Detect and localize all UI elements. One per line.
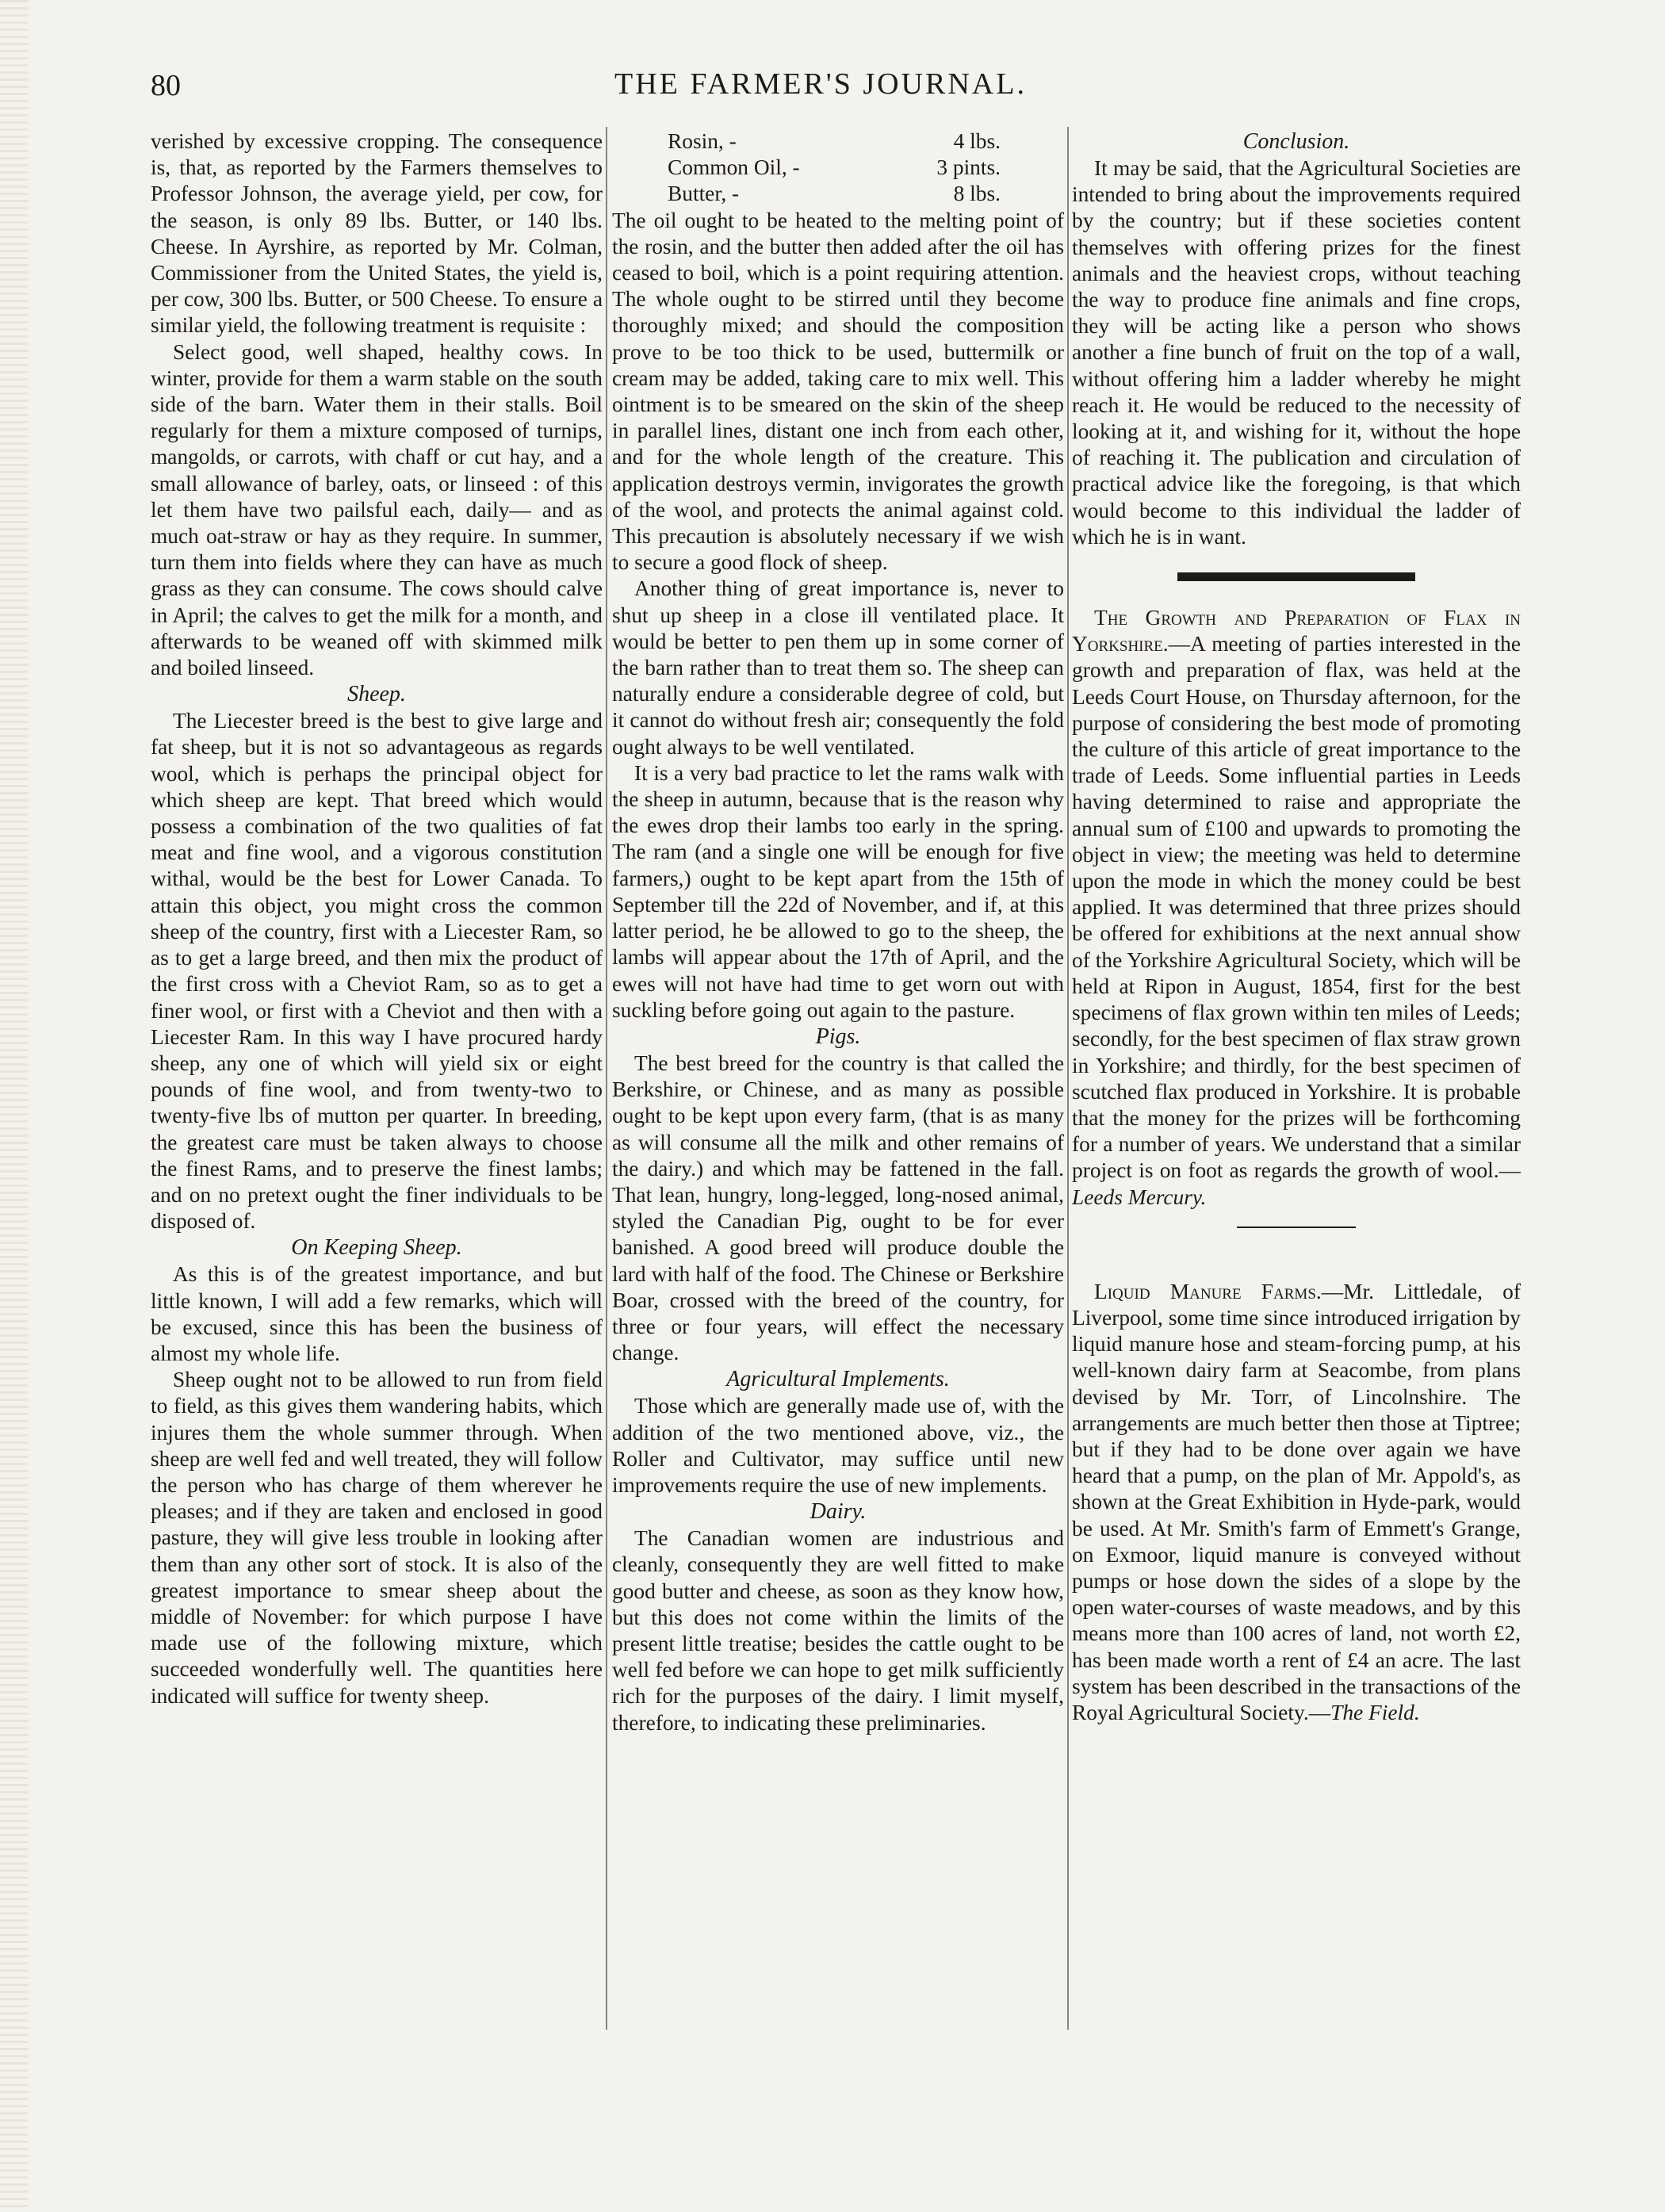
paragraph: It is a very bad practice to let the rams walk with the sheep in autumn, because that is the reason why the ewes drop their lambs too early in the spring. The ram (and a single one will be enough for five farmers,) ought to be kept apart from the 15th of September till the 22d of November, and if, at this latter period, he be allowed to go to the sheep, the lambs will appear about the 17th of April, and the ewes will not have had time to get worn out with suckling before going out again to the pasture. bbox=[612, 760, 1064, 1022]
paragraph: Sheep ought not to be allowed to run from field to field, as this gives them wandering habits, which injures them the whole summer through. When sheep are well fed and well treated, they will follow the person who has charge of them wherever he pleases; and if they are taken and enclosed in good pasture, they will give less trouble in looking after them than any other sort of stock. It is also of the greatest importance to smear sheep about the middle of November: for which purpose I have made use of the following mixture, which succeeded wonderfully well. The quantities here indicated will suffice for twenty sheep. bbox=[151, 1368, 603, 1708]
section-heading-sheep: Sheep. bbox=[347, 682, 406, 707]
section-divider bbox=[1237, 1227, 1356, 1228]
recipe-list bbox=[668, 128, 1064, 208]
paragraph: The oil ought to be heated to the melting point of the rosin, and the butter then added after the oil has ceased to boil, which is a point requiring attention. The whole ought to be stirred until they become thoroughly mixed; and should the composition prove to be too thick to be used, buttermilk or cream may be added, taking care to mix well. This ointment is to be smeared on the skin of the sheep in parallel lines, distant one inch from each other, and for the whole length of the creature. This application destroys vermin, invigorates the growth of the wool, and protects the animal against cold. This precaution is absolutely necessary if we wish to secure a good flock of sheep. bbox=[612, 208, 1064, 575]
paragraph: Select good, well shaped, healthy cows. In winter, provide for them a warm stable on the south side of the barn. Water them in their stalls. Boil regularly for them a mixture composed of turnips, mangolds, or carrots, with chaff or cut hay, and a small allowance of barley, oats, or linseed : of this let them have two pailsful each, daily— and as much oat-straw or hay as they require. In summer, turn them into fields where they can have as much grass as they can consume. The cows should calve in April; the calves to get the milk for a month, and afterwards to be weaned off with skimmed milk and boiled linseed. bbox=[151, 339, 603, 680]
paragraph: The Liecester breed is the best to give large and fat sheep, but it is not so advantageous as regards wool, which is perhaps the principal object for which sheep are kept. That breed which would possess a combination of the two qualities of fat meat and fine wool, and a vigorous constitution withal, would be the best for Lower Canada. To attain this object, you might cross the common sheep of the country, first with a Liecester Ram, so as to get a large breed, and then mix the product of the first cross with a Cheviot Ram, so as to get a finer wool, or first with a Cheviot and then with a Liecester Ram. In this way I have procured hardy sheep, any one of which will yield six or eight pounds of fine wool, and from twenty-two to twenty-five lbs of mutton per quarter. In breeding, the greatest care must be taken always to choose the finest Rams, and to preserve the finest lambs; and on no pretext ought the finer individuals to be disposed of. bbox=[151, 709, 603, 1234]
scan-edge bbox=[0, 0, 29, 2212]
article-lead: The Growth and Preparation of Flax in Yorkshire. bbox=[1072, 606, 1521, 656]
section-heading-implements: Agricultural Implements. bbox=[726, 1367, 950, 1392]
article-lead: Liquid Manure Farms. bbox=[1094, 1279, 1322, 1303]
article-body: —A meeting of parties interested in the growth and preparation of flax, was held at the Leeds Court House, on Thursday afternoon, for the purpose of considering the best mode of promoting the culture of this article of great importance to the trade of Leeds. Some influential parties in Leeds having determined to raise and appropriate the annual sum of £100 and upwards to promoting the object in view; the meeting was held to determine upon the mode in which the money could be best applied. It was determined that three prizes should be offered for exhibitions at the next annual show of the Yorkshire Agricultural Society, which will be held at Ripon in August, 1854, first for the best specimens of flax grown within ten miles of Leeds; secondly, for the best specimen of flax straw grown in Yorkshire; and thirdly, for the best specimen of scutched flax produced in Yorkshire. It is probable that the money for the prizes will be forthcoming for a number of years. We understand that a similar project is on foot as regards the growth of wool.— bbox=[1072, 632, 1521, 1183]
article-flax bbox=[1072, 605, 1521, 1211]
section-heading-keeping-sheep: On Keeping Sheep. bbox=[291, 1235, 462, 1261]
section-divider bbox=[1177, 572, 1415, 581]
section-heading-conclusion: Conclusion. bbox=[1242, 129, 1350, 154]
paragraph: Another thing of great importance is, never to shut up sheep in a close ill ventilated place. It would be better to pen them up in some corner of the barn rather than to treat them so. The sheep can naturally endure a considerable degree of cold, but it cannot do without fresh air; consequently the fold ought always to be well ventilated. bbox=[612, 576, 1064, 759]
section-heading-pigs: Pigs. bbox=[815, 1024, 861, 1049]
article-liquid-manure bbox=[1072, 1279, 1521, 1726]
paragraph: Those which are generally made use of, with the addition of the two mentioned above, viz., the Roller and Cultivator, may suffice until new improvements require the use of new implements. bbox=[612, 1394, 1064, 1497]
article-body: —Mr. Littledale, of Liverpool, some time since introduced irrigation by liquid manure hose and steam-forcing pump, at his well-known dairy farm at Seacombe, from plans devised by Mr. Torr, of Lincolnshire. The arrangements are much better then those at Tiptree; but if they had to be done over again we have heard that a pump, on the plan of Mr. Appold's, as shown at the Great Exhibition in Hyde-park, would be used. At Mr. Smith's farm of Emmett's Grange, on Exmoor, liquid manure is conveyed without pumps or hose down the sides of a slope by the open water-courses of waste meadows, and by this means more than 100 acres of land, not worth £2, has been made worth a rent of £4 an acre. The last system has been described in the transactions of the Royal Agricultural Society.— bbox=[1072, 1279, 1521, 1724]
column-rule-1 bbox=[606, 127, 607, 2030]
column-3 bbox=[1072, 128, 1521, 2190]
paragraph: The best breed for the country is that called the Berkshire, or Chinese, and as many as possible ought to be kept upon every farm, (that is as many as will consume all the milk and other remains of the dairy.) and which may be fattened in the fall. That lean, hungry, long-legged, long-nosed animal, styled the Canadian Pig, ought to be for ever banished. A good breed will produce double the lard with half of the food. The Chinese or Berkshire Boar, crossed with the breed of the country, for three or four years, will effect the necessary change. bbox=[612, 1051, 1064, 1365]
column-2 bbox=[612, 128, 1064, 2190]
article-source: The Field. bbox=[1330, 1700, 1420, 1724]
recipe-quantity: 8 lbs. bbox=[953, 182, 1001, 206]
paragraph: As this is of the greatest importance, and but little known, I will add a few remarks, which will be excused, since this has been the business of almost my whole life. bbox=[151, 1262, 603, 1365]
column-rule-2 bbox=[1067, 127, 1069, 2030]
recipe-item: Common Oil, - bbox=[668, 155, 800, 180]
recipe-quantity: 3 pints. bbox=[936, 155, 1001, 180]
article-source: Leeds Mercury. bbox=[1072, 1184, 1207, 1209]
page-title: THE FARMER'S JOURNAL. bbox=[614, 67, 1027, 101]
paragraph: verished by excessive cropping. The consequence is, that, as reported by the Farmers themselves to Professor Johnson, the average yield, per cow, for the season, is only 89 lbs. Butter, or 140 lbs. Cheese. In Ayrshire, as reported by Mr. Colman, Commissioner from the United States, the yield is, per cow, 300 lbs. Butter, or 500 Cheese. To ensure a similar yield, the following treatment is requisite : bbox=[151, 129, 603, 338]
recipe-row bbox=[668, 128, 1064, 155]
recipe-item: Rosin, - bbox=[668, 129, 737, 153]
page-number: 80 bbox=[151, 69, 181, 102]
column-1 bbox=[151, 128, 603, 2190]
recipe-item: Butter, - bbox=[668, 182, 740, 206]
recipe-row bbox=[668, 155, 1064, 181]
paragraph: The Canadian women are industrious and cleanly, consequently they are well fitted to make good butter and cheese, as soon as they know how, but this does not come within the limits of the present little treatise; besides the cattle ought to be well fed before we can hope to get milk sufficiently rich for the purposes of the dairy. I limit myself, therefore, to indicating these preliminaries. bbox=[612, 1526, 1064, 1735]
page-header bbox=[151, 67, 1491, 111]
recipe-quantity: 4 lbs. bbox=[953, 129, 1001, 153]
paragraph: It may be said, that the Agricultural Societies are intended to bring about the improvements required by the country; but if these societies content themselves with offering prizes for the finest animals and the heaviest crops, without teaching the way to produce fine animals and fine crops, they will be acting like a person who shows another a fine bunch of fruit on the top of a wall, without offering him a ladder whereby he might reach it. He would be reduced to the necessity of looking at it, and wishing for it, without the hope of reaching it. The publication and circulation of practical advice like the foregoing, is that which would become to this individual the ladder of which he is in want. bbox=[1072, 156, 1521, 549]
recipe-row bbox=[668, 181, 1064, 207]
section-heading-dairy: Dairy. bbox=[810, 1499, 867, 1525]
